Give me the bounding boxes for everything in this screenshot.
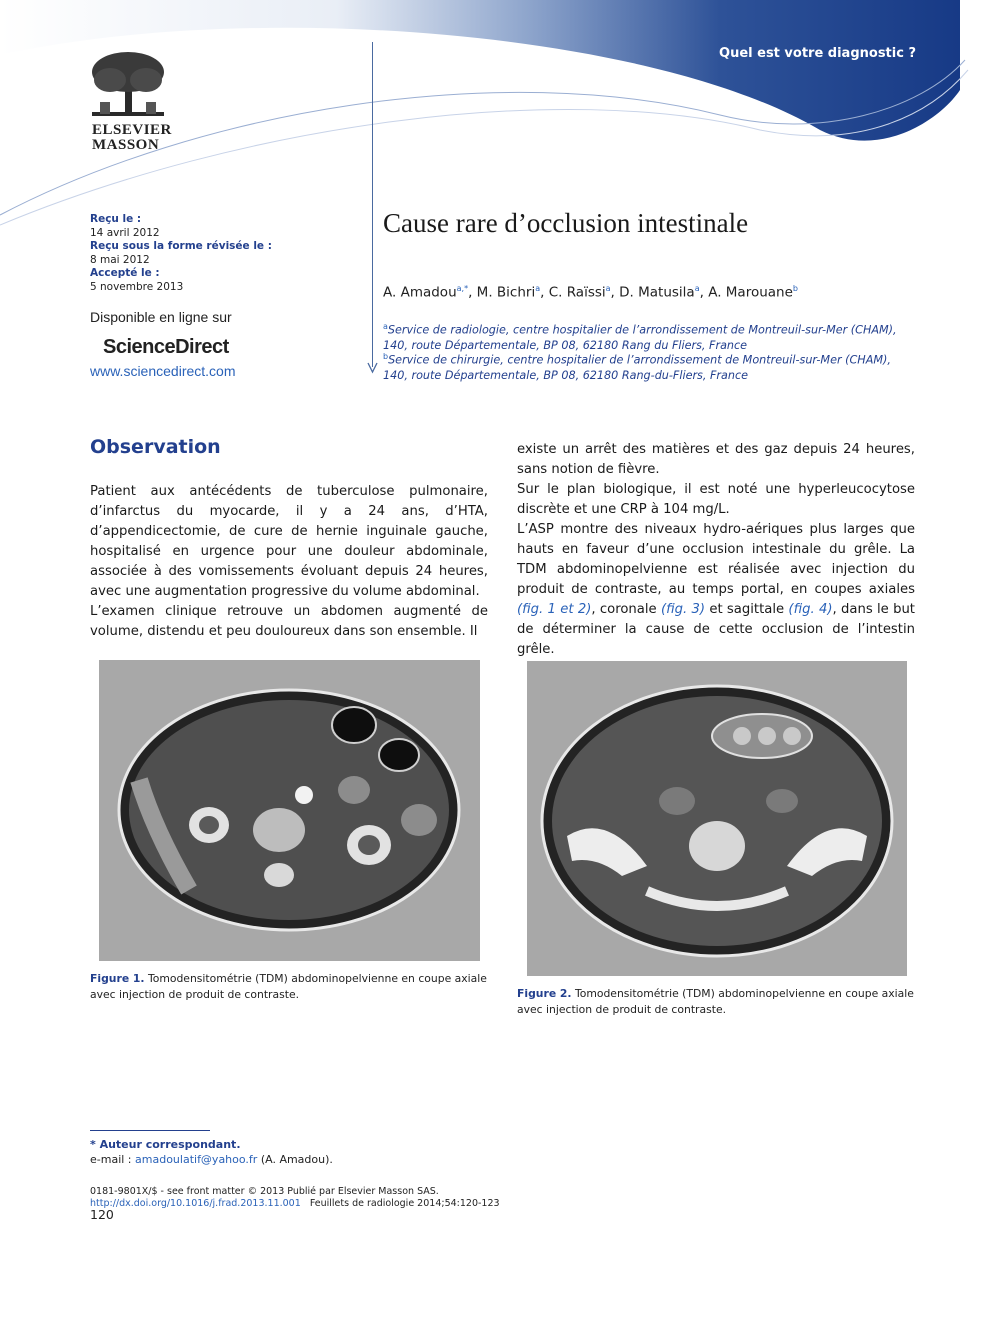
- paragraph-text: , dans le but de déterminer la cause de cette occlusion de l’intestin grêle.: [517, 602, 915, 657]
- paragraph-text: , coronale: [591, 602, 661, 617]
- figure-1-caption: [90, 971, 490, 1003]
- corresponding-label: * Auteur correspondant.: [90, 1138, 241, 1151]
- paragraph-text: L’ASP montre des niveaux hydro-aériques plus larges que hauts en faveur d’une occlusion intestinale du grêle. La TDM abdominopelvienne est réalisée avec injection du produit de contraste, au temps portal, en coupes axiales: [517, 522, 915, 597]
- affiliation-line: 140, route Départementale, BP 08, 62180 Rang du Fliers, France: [383, 338, 748, 352]
- figure-label: Figure 1.: [90, 972, 145, 985]
- figure-reference-link[interactable]: (fig. 3): [660, 602, 706, 617]
- affiliation-line: Service de radiologie, centre hospitalier de l’arrondissement de Montreuil-sur-Mer (CHAM),: [387, 323, 897, 337]
- author-name: D. Matusila: [619, 284, 695, 301]
- publisher-name-2: MASSON: [92, 137, 160, 153]
- email-owner: (A. Amadou).: [257, 1153, 333, 1166]
- author-affiliation-sup: a: [535, 284, 541, 293]
- affiliation-a: [383, 319, 943, 353]
- author-affiliation-sup: a,*: [456, 284, 469, 293]
- figure-label: Figure 2.: [517, 987, 572, 1000]
- author-name: A. Amadou: [383, 284, 457, 301]
- page-number: 120: [90, 1207, 114, 1222]
- affiliation-line: Service de chirurgie, centre hospitalier de l’arrondissement de Montreuil-sur-Mer (CHAM),: [388, 353, 891, 367]
- issn-line: 0181-9801X/$ - see front matter © 2013 Publié par Elsevier Masson SAS.: [90, 1186, 439, 1197]
- affiliation-line: 140, route Départementale, BP 08, 62180 Rang-du-Fliers, France: [383, 368, 749, 382]
- paragraph: existe un arrêt des matières et des gaz depuis 24 heures, sans notion de fièvre.: [517, 442, 915, 477]
- sciencedirect-link[interactable]: www.sciencedirect.com: [90, 363, 236, 379]
- corresponding-author-note: [90, 1137, 241, 1152]
- right-column: [517, 440, 915, 660]
- arrow-down-icon: [367, 362, 378, 374]
- author-affiliation-sup: a: [605, 284, 611, 293]
- affiliation-sup: b: [383, 352, 389, 361]
- publisher-name: ELSEVIER: [92, 122, 172, 138]
- author-name: C. Raïssi: [548, 284, 606, 301]
- received-date: 14 avril 2012: [90, 226, 160, 239]
- email-line: [90, 1152, 333, 1167]
- received-label: Reçu le :: [90, 213, 142, 225]
- footnote-rule: [90, 1130, 210, 1131]
- available-online-label: Disponible en ligne sur: [90, 309, 232, 325]
- figure-reference-link[interactable]: (fig. 1 et 2): [517, 602, 592, 617]
- email-link[interactable]: amadoulatif@yahoo.fr: [135, 1153, 258, 1166]
- author-separator: ,: [540, 284, 549, 301]
- paragraph: L’examen clinique retrouve un abdomen augmenté de volume, distendu et peu douloureux dans son ensemble. Il: [90, 604, 488, 639]
- doi-line: [90, 1197, 500, 1210]
- doi-link[interactable]: http://dx.doi.org/10.1016/j.frad.2013.11.001: [90, 1198, 301, 1209]
- article-history: [90, 213, 272, 294]
- figure-caption-text: Tomodensitométrie (TDM) abdominopelvienne en coupe axiale avec injection de produit de contraste.: [517, 987, 914, 1016]
- figure-2-ct-image: [527, 661, 907, 976]
- author-separator: ,: [468, 284, 477, 301]
- figure-reference-link[interactable]: (fig. 4): [788, 602, 833, 617]
- paragraph: Patient aux antécédents de tuberculose pulmonaire, d’infarctus du myocarde, il y a 24 ans, d’HTA, d’appendicectomie, de cure de hernie inguinale gauche, hospitalisé en urgence pour une douleur abdominale, associée à des vomissements évoluant depuis 24 heures, avec une augmentation progressive du volume abdominal.: [90, 484, 488, 599]
- author-name: A. Marouane: [708, 284, 793, 301]
- paragraph-text: et sagittale: [705, 602, 789, 617]
- divider-line: [372, 42, 373, 367]
- author-separator: ,: [610, 284, 620, 301]
- elsevier-tree-logo-icon: [88, 50, 168, 120]
- author-affiliation-sup: a: [694, 284, 700, 293]
- figure-caption-text: Tomodensitométrie (TDM) abdominopelvienne en coupe axiale avec injection de produit de contraste.: [90, 972, 487, 1001]
- sciencedirect-logo[interactable]: ScienceDirect: [103, 336, 229, 358]
- section-label: Quel est votre diagnostic ?: [719, 46, 916, 61]
- left-column: [90, 482, 488, 642]
- author-affiliation-sup: b: [792, 284, 798, 293]
- figure-2-caption: [517, 986, 917, 1018]
- paragraph: [517, 520, 915, 660]
- revised-date: 8 mai 2012: [90, 253, 150, 266]
- author-separator: ,: [699, 284, 709, 301]
- accepted-date: 5 novembre 2013: [90, 280, 184, 293]
- paragraph: Sur le plan biologique, il est noté une hyperleucocytose discrète et une CRP à 104 mg/L.: [517, 482, 915, 517]
- section-heading: Observation: [90, 436, 221, 458]
- accepted-label: Accepté le :: [90, 267, 160, 279]
- email-label: e-mail :: [90, 1153, 136, 1166]
- journal-reference: Feuillets de radiologie 2014;54:120-123: [309, 1198, 500, 1209]
- affiliation-b: [383, 349, 943, 383]
- author-name: M. Bichri: [476, 284, 536, 301]
- affiliation-sup: a: [383, 322, 388, 331]
- figure-1-ct-image: [99, 660, 480, 961]
- article-title: Cause rare d’occlusion intestinale: [383, 208, 749, 238]
- revised-label: Reçu sous la forme révisée le :: [90, 240, 272, 252]
- author-list: [383, 284, 798, 301]
